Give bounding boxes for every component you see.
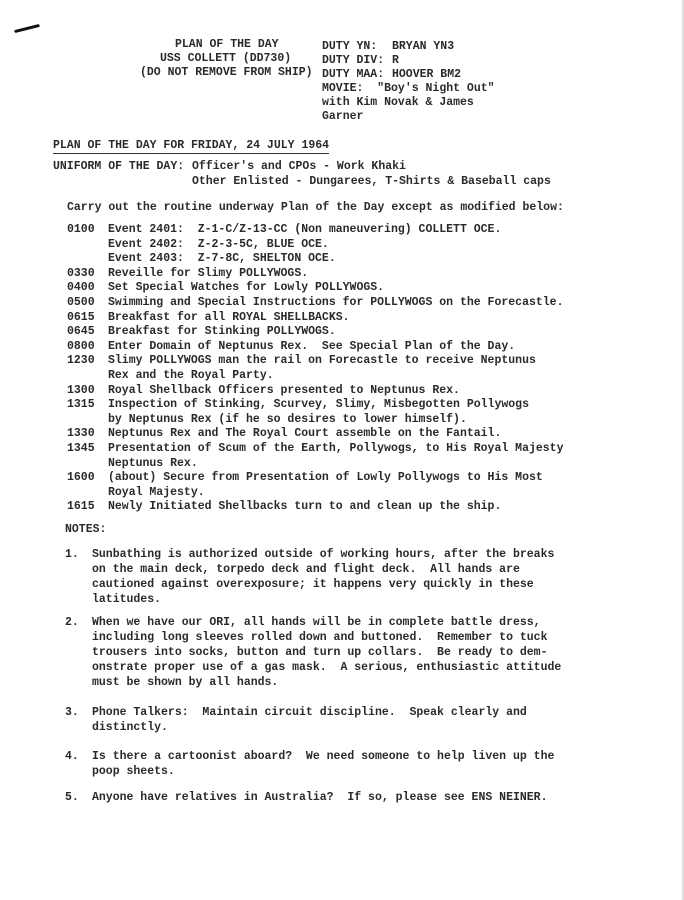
plan-title: PLAN OF THE DAY FOR FRIDAY, 24 JULY 1964 (53, 139, 330, 152)
schedule-text: Set Special Watches for Lowly POLLYWOGS. (108, 281, 385, 295)
note-number: 2. (65, 616, 79, 629)
schedule-time: 0100 (67, 223, 95, 236)
schedule-time: 0500 (67, 296, 95, 309)
header-line: PLAN OF THE DAY (175, 38, 279, 51)
uniform-label: UNIFORM OF THE DAY: (53, 160, 185, 173)
schedule-time: 1615 (67, 500, 95, 514)
movie-line: with Kim Novak & James (322, 96, 474, 109)
duty-label: DUTY DIV: (322, 54, 385, 67)
movie-line: Garner (322, 110, 364, 123)
uniform-line: Officer's and CPOs - Work Khaki (192, 160, 406, 173)
duty-value: HOOVER BM2 (392, 68, 462, 81)
schedule-time: 1300 (67, 383, 95, 397)
schedule-text: Swimming and Special Instructions for POLLYWOGS on the Forecastle. (108, 296, 564, 309)
note-number: 1. (65, 548, 79, 561)
duty-label: DUTY YN: (322, 40, 378, 53)
note-text: poop sheets. (92, 765, 175, 778)
schedule-text: (about) Secure from Presentation of Lowly Pollywogs to His Most (108, 471, 543, 485)
schedule-time: 1315 (67, 398, 95, 412)
schedule-time: 1600 (67, 471, 95, 485)
duty-label: DUTY MAA: (322, 68, 385, 81)
note-text: including long sleeves rolled down and buttoned. Remember to tuck (92, 631, 548, 644)
notes-label: NOTES: (65, 523, 107, 536)
schedule-text: Newly Initiated Shellbacks turn to and clean up the ship. (108, 500, 502, 514)
movie-line: MOVIE: "Boy's Night Out" (322, 82, 495, 95)
schedule-text: Event 2401: Z-1-C/Z-13-CC (Non maneuvering) COLLETT OCE. (108, 223, 502, 236)
schedule-text: Royal Shellback Officers presented to Neptunus Rex. (108, 383, 460, 397)
schedule-time: 0330 (67, 266, 95, 280)
note-text: latitudes. (92, 593, 162, 606)
schedule-text: Presentation of Scum of the Earth, Pollywogs, to His Royal Majesty (108, 442, 564, 455)
note-text: cautioned against overexposure; it happens very quickly in these (92, 578, 534, 591)
intro-text: Carry out the routine underway Plan of the Day except as modified below: (67, 201, 564, 214)
uniform-line: Other Enlisted - Dungarees, T-Shirts & Baseball caps (192, 175, 551, 188)
note-text: Sunbathing is authorized outside of working hours, after the breaks (92, 548, 555, 561)
note-text: Anyone have relatives in Australia? If so, please see ENS NEINER. (92, 791, 548, 804)
note-text: distinctly. (92, 721, 168, 734)
schedule-time: 0615 (67, 310, 95, 324)
note-text: trousers into socks, button and turn up collars. Be ready to dem- (92, 646, 548, 659)
schedule-text: Rex and the Royal Party. (108, 369, 274, 382)
note-text: onstrate proper use of a gas mask. A serious, enthusiastic attitude (92, 661, 562, 674)
schedule-text: Breakfast for all ROYAL SHELLBACKS. (108, 310, 350, 324)
schedule-text: Enter Domain of Neptunus Rex. See Special Plan of the Day. (108, 339, 516, 353)
schedule-time: 0400 (67, 281, 95, 295)
schedule-time: 0645 (67, 325, 95, 339)
note-number: 3. (65, 706, 79, 719)
schedule-text: Royal Majesty. (108, 485, 205, 499)
schedule-text: Neptunus Rex. (108, 456, 198, 470)
note-text: Phone Talkers: Maintain circuit discipline. Speak clearly and (92, 706, 527, 719)
duty-value: R (392, 54, 399, 67)
note-text: must be shown by all hands. (92, 676, 279, 689)
schedule-text: Event 2402: Z-2-3-5C, BLUE OCE. (108, 237, 329, 251)
schedule-text: Event 2403: Z-7-8C, SHELTON OCE. (108, 252, 336, 266)
note-number: 4. (65, 750, 79, 763)
schedule-text: by Neptunus Rex (if he so desires to lower himself). (108, 412, 467, 426)
schedule-text: Inspection of Stinking, Scurvey, Slimy, Misbegotten Pollywogs (108, 398, 529, 412)
duty-value: BRYAN YN3 (392, 40, 455, 53)
schedule-time: 0800 (67, 339, 95, 353)
schedule-text: Breakfast for Stinking POLLYWOGS. (108, 325, 336, 339)
schedule-time: 1345 (67, 442, 95, 455)
note-text: on the main deck, torpedo deck and flight deck. All hands are (92, 563, 520, 576)
schedule-text: Reveille for Slimy POLLYWOGS. (108, 266, 309, 280)
note-number: 5. (65, 791, 79, 804)
note-text: Is there a cartoonist aboard? We need someone to help liven up the (92, 750, 555, 763)
schedule-text: Neptunus Rex and The Royal Court assemble on the Fantail. (108, 427, 502, 441)
header-line: USS COLLETT (DD730) (160, 52, 292, 65)
pen-mark (14, 24, 40, 33)
note-text: When we have our ORI, all hands will be in complete battle dress, (92, 616, 541, 629)
schedule-text: Slimy POLLYWOGS man the rail on Forecastle to receive Neptunus (108, 354, 536, 368)
schedule-time: 1230 (67, 354, 95, 368)
schedule-time: 1330 (67, 427, 95, 441)
header-line: (DO NOT REMOVE FROM SHIP) (140, 66, 313, 79)
